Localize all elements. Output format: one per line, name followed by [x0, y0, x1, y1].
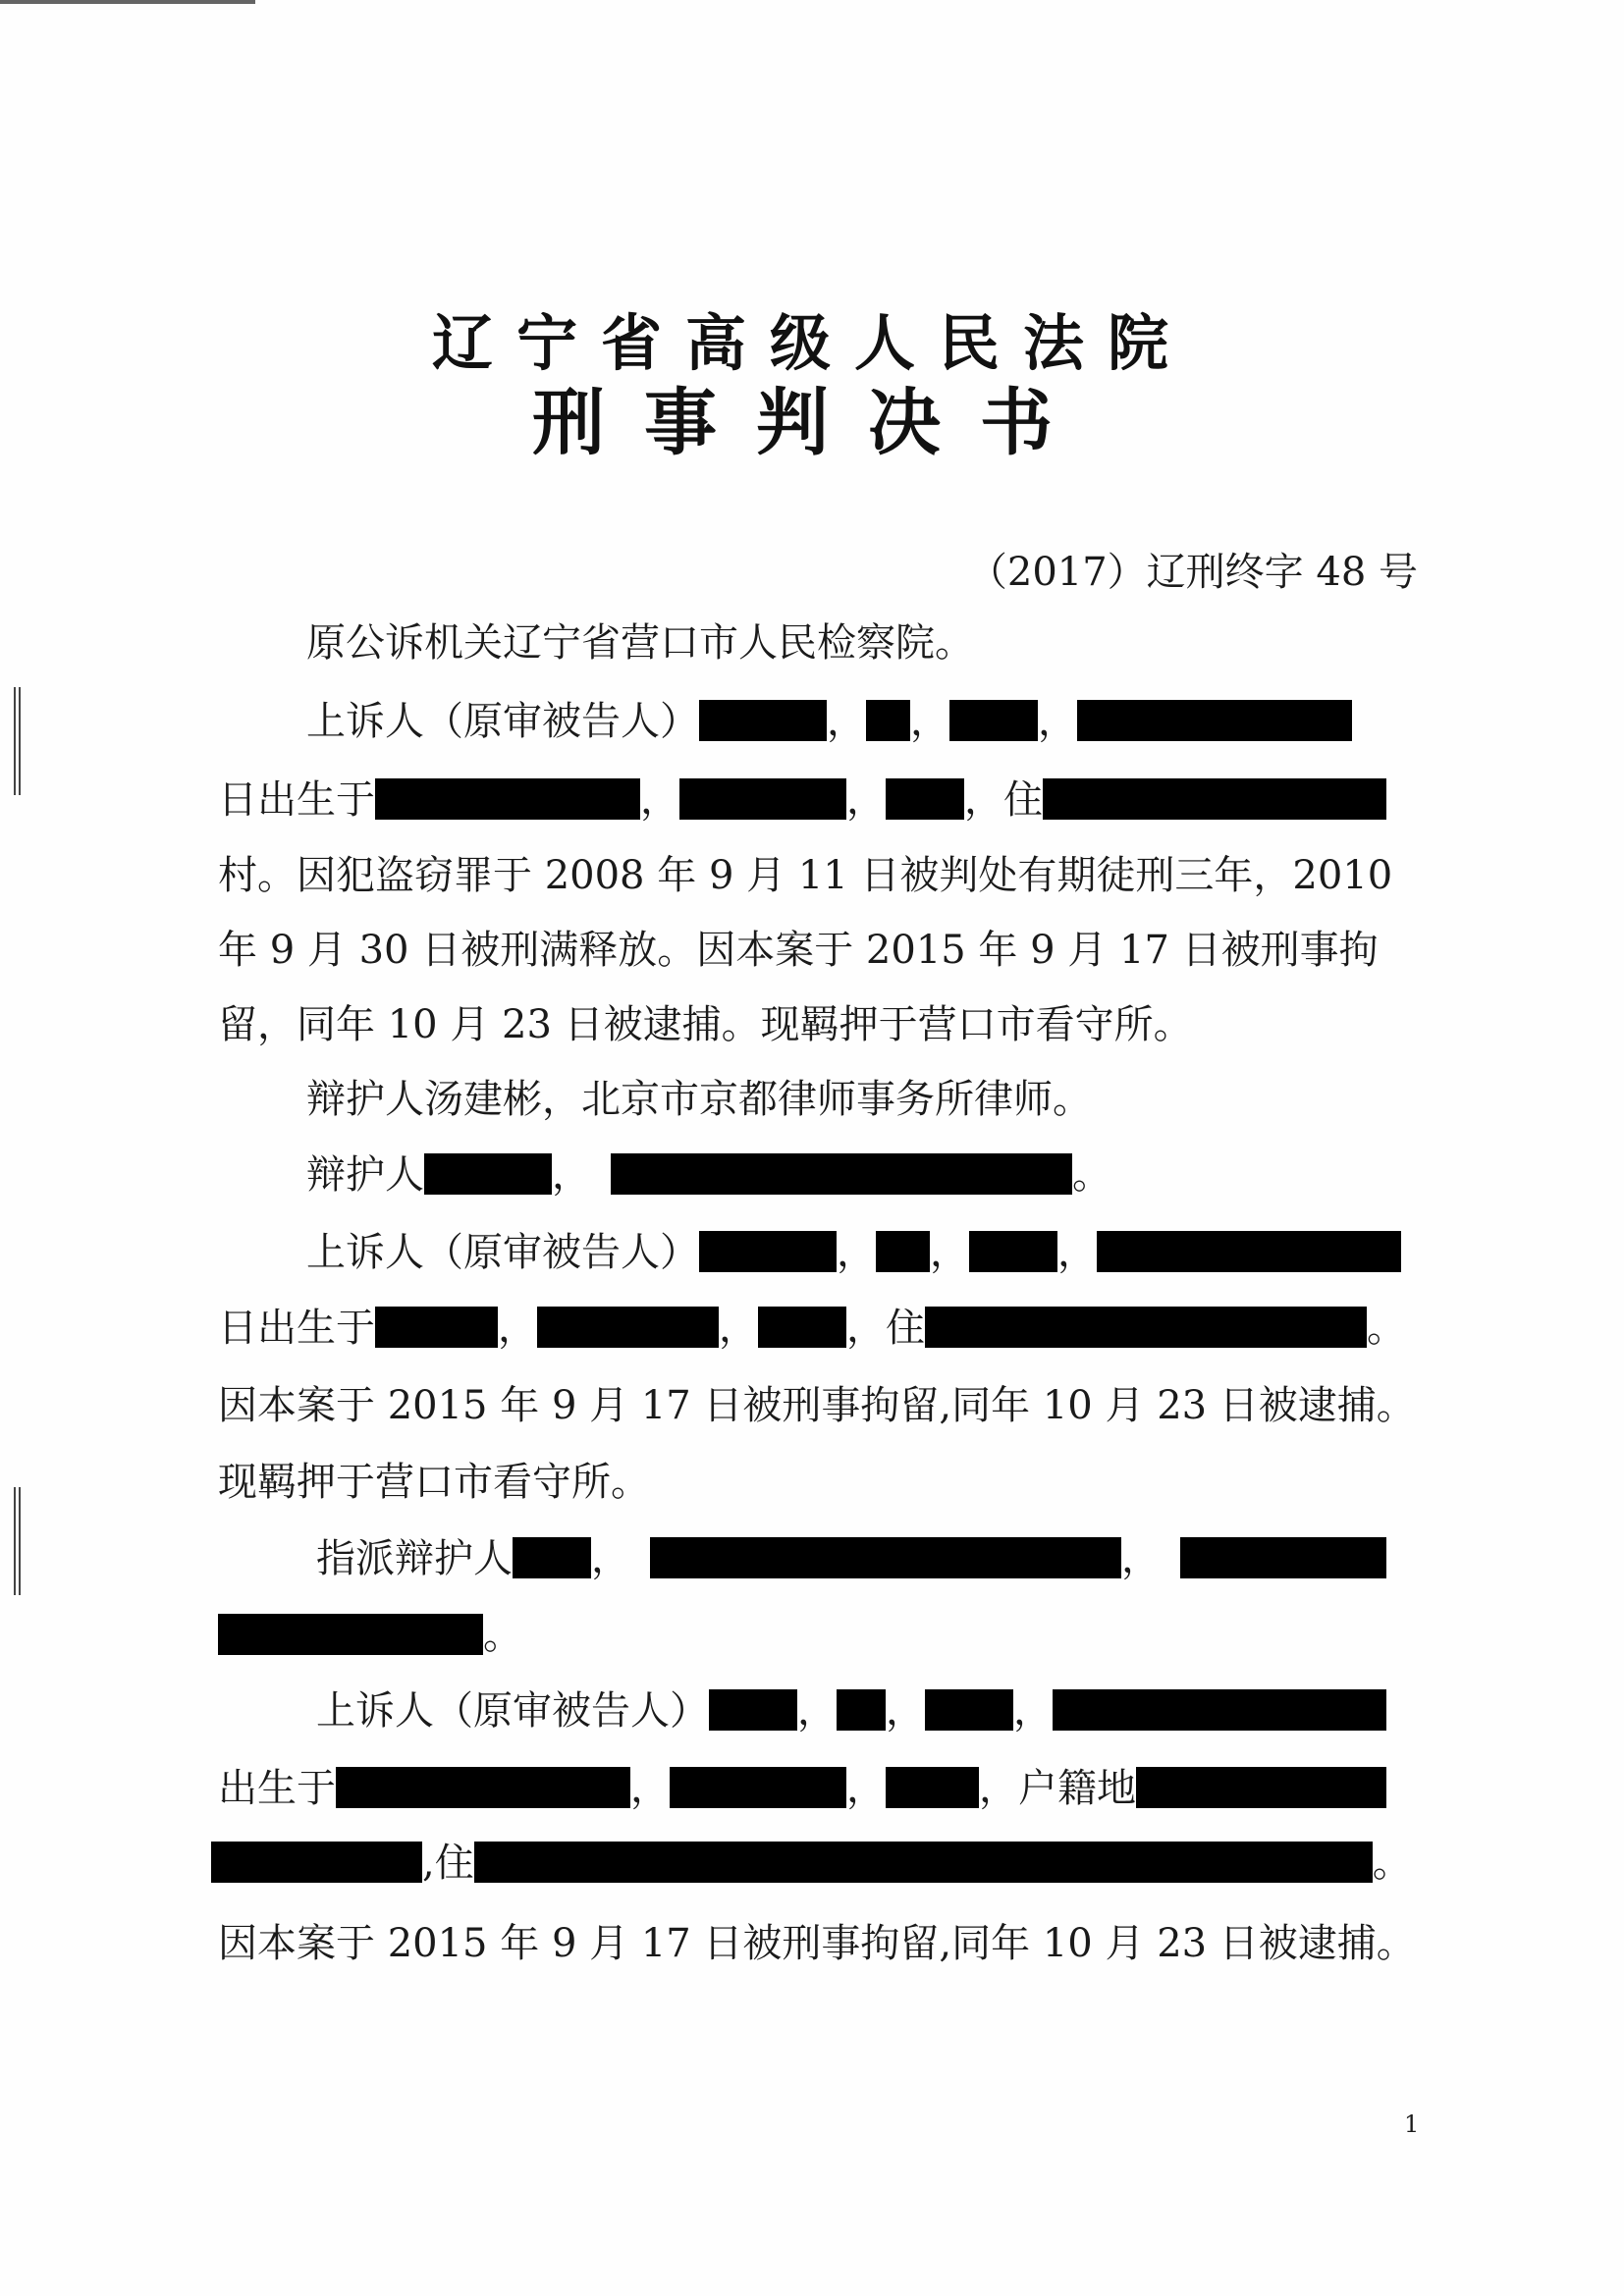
redaction	[1043, 778, 1386, 820]
redaction	[886, 778, 964, 820]
appellant-2-birth-line: 日出生于 ， ， ，住 。	[218, 1306, 1406, 1351]
defender-line: 辩护人汤建彬，北京市京都律师事务所律师。	[306, 1077, 1092, 1122]
page-number: 1	[1404, 2110, 1420, 2138]
redaction	[650, 1537, 1121, 1578]
text-line: 年 9 月 30 日被刑满释放。因本案于 2015 年 9 月 17 日被刑事拘	[218, 928, 1379, 973]
redaction	[218, 1614, 483, 1655]
appellant-1-line: 上诉人（原审被告人） ， ， ，	[306, 692, 1352, 751]
appellant-1-birth-line: 日出生于 ， ， ，住	[218, 771, 1386, 829]
redaction	[949, 700, 1038, 741]
redaction	[969, 1231, 1057, 1272]
redaction	[925, 1307, 1367, 1348]
text-line: 留，同年 10 月 23 日被逮捕。现羁押于营口市看守所。	[218, 1002, 1193, 1047]
appellant-3-line: 上诉人（原审被告人） ， ， ，	[316, 1682, 1386, 1740]
text-line: 因本案于 2015 年 9 月 17 日被刑事拘留,同年 10 月 23 日被逮捕。	[218, 1921, 1416, 1966]
defender-2-line: 辩护人 ， 。	[306, 1152, 1111, 1198]
redaction	[699, 700, 827, 741]
court-name: 辽宁省高级人民法院	[431, 307, 1192, 379]
prosecutor-line: 原公诉机关辽宁省营口市人民检察院。	[306, 620, 974, 666]
text-line: 现羁押于营口市看守所。	[218, 1460, 650, 1505]
punch-hole-mark	[14, 687, 21, 795]
redaction	[1077, 700, 1352, 741]
redaction	[1053, 1689, 1386, 1731]
punch-hole-mark	[14, 1487, 21, 1595]
redaction	[1097, 1231, 1401, 1272]
scan-edge-mark	[0, 0, 255, 4]
redaction	[336, 1767, 630, 1808]
redaction	[699, 1231, 837, 1272]
redaction	[866, 700, 910, 741]
appointed-defender-cont-line: 。	[218, 1606, 522, 1665]
redaction	[513, 1537, 591, 1578]
text-line: 村。因犯盗窃罪于 2008 年 9 月 11 日被判处有期徒刑三年，2010	[218, 853, 1393, 898]
text-line: 因本案于 2015 年 9 月 17 日被刑事拘留,同年 10 月 23 日被逮捕。	[218, 1383, 1416, 1428]
redaction	[876, 1231, 930, 1272]
appellant-3-birth-line: 出生于 ， ， ，户籍地	[218, 1759, 1386, 1818]
redaction	[679, 778, 846, 820]
redaction	[611, 1153, 1072, 1195]
redaction	[925, 1689, 1013, 1731]
document-type: 刑事判决书	[532, 381, 1092, 465]
redaction	[375, 778, 640, 820]
redaction	[474, 1842, 1373, 1883]
redaction	[424, 1153, 552, 1195]
redaction	[837, 1689, 886, 1731]
redaction	[537, 1307, 719, 1348]
appellant-2-line: 上诉人（原审被告人） ， ， ，	[306, 1223, 1401, 1282]
redaction	[886, 1767, 979, 1808]
redaction	[375, 1307, 498, 1348]
case-number: （2017）辽刑终字 48 号	[967, 550, 1418, 595]
appellant-3-address-line: ,住 。	[211, 1834, 1412, 1893]
redaction	[709, 1689, 797, 1731]
redaction	[1136, 1767, 1386, 1808]
redaction	[670, 1767, 846, 1808]
redaction	[758, 1307, 846, 1348]
appointed-defender-line: 指派辩护人 ， ，	[316, 1529, 1386, 1588]
redaction	[211, 1842, 422, 1883]
redaction	[1180, 1537, 1386, 1578]
